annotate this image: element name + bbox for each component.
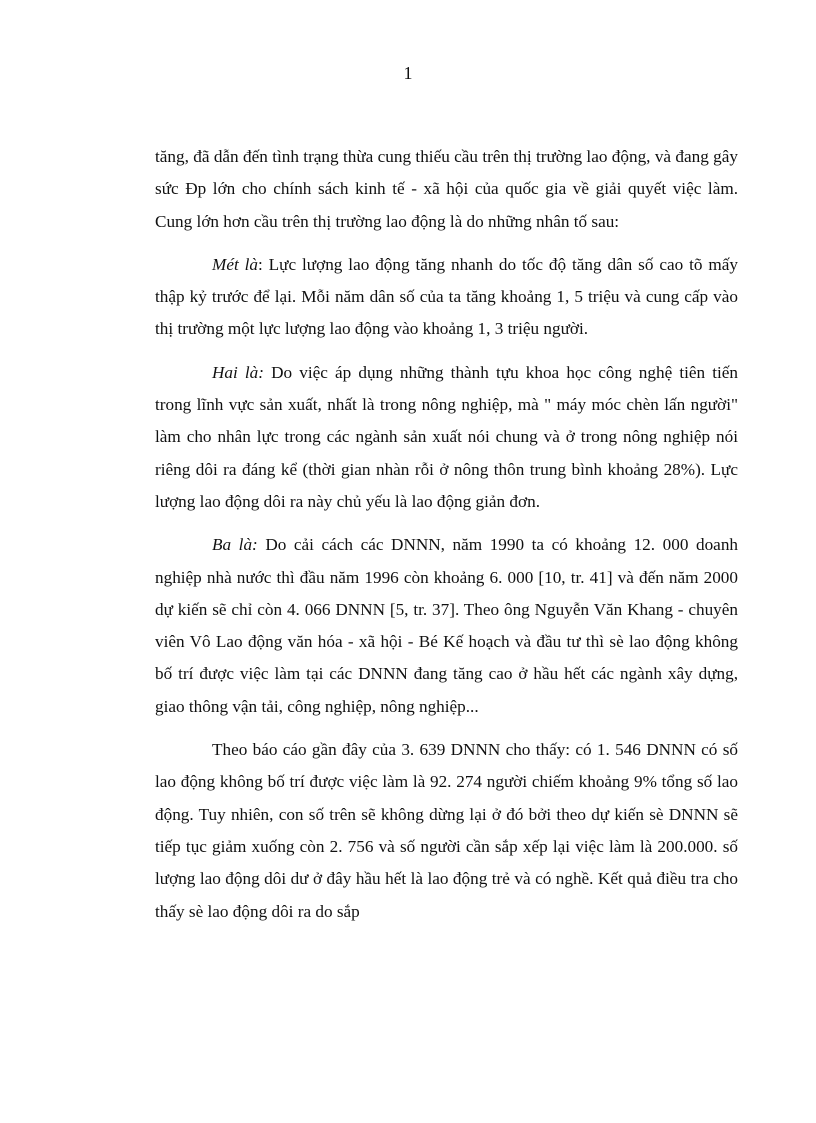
paragraph-bao-cao [155, 734, 738, 928]
page-number: 1 [403, 63, 413, 83]
paragraph-lead: Ba là: [212, 535, 258, 555]
paragraph-mot-la [155, 249, 738, 346]
paragraph-text: Theo báo cáo gần đây của 3. 639 DNNN cho thấy: có 1. 546 DNNN có số lao động không bố trí được việc làm là 92. 274 người chiếm khoảng 9% tổng số lao động. Tuy nhiên, con số trên sẽ không dừng lại ở đó bởi theo dự kiến sè DNNN sẽ tiếp tục giảm xuống còn 2. 756 và số người cần sắp xếp lại việc làm là 200.000. số lượng lao động dôi dư ở đây hầu hết là lao động trẻ và có nghề. Kết quả điều tra cho thấy sè lao động dôi ra do sắp [155, 740, 738, 921]
paragraph-lead: Hai là: [212, 362, 264, 382]
paragraph-hai-la [155, 357, 738, 518]
paragraph-text: Do cải cách các DNNN, năm 1990 ta có khoảng 12. 000 doanh nghiệp nhà nước thì đầu năm 1996 còn khoảng 6. 000 [10, tr. 41] và đến năm 2000 dự kiến sẽ chỉ còn 4. 066 DNNN [5, tr. 37]. Theo ông Nguyễn Văn Khang - chuyên viên Vô Lao động văn hóa - xã hội - Bé Kế hoạch và đầu tư thì sè lao động không bố trí được việc làm tại các DNNN đang tăng cao ở hầu hết các ngành xây dựng, giao thông vận tải, công nghiệp, nông nghiệp... [155, 535, 739, 716]
paragraph-lead: Mét là [212, 254, 258, 274]
paragraph-text: tăng, đã dẫn đến tình trạng thừa cung thiếu cầu trên thị trường lao động, và đang gây sức Ðp lớn cho chính sách kinh tế - xã hội của quốc gia về giải quyết việc làm. Cung lớn hơn cầu trên thị trường lao động là do những nhân tố sau: [155, 147, 738, 231]
document-body [155, 141, 738, 939]
paragraph-ba-la [155, 529, 738, 723]
paragraph-text: : Lực lượng lao động tăng nhanh do tốc độ tăng dân số cao tõ mấy thập kỷ trước để lại. Mỗi năm dân số của ta tăng khoảng 1, 5 triệu và cung cấp vào thị trường một lực lượng lao động vào khoảng 1, 3 triệu người. [155, 254, 738, 339]
paragraph-continuation [155, 141, 738, 238]
paragraph-text: Do việc áp dụng những thành tựu khoa học công nghệ tiên tiến trong lĩnh vực sản xuất, nhất là trong nông nghiệp, mà " máy móc chèn lấn người" làm cho nhân lực trong các ngành sản xuất nói chung và ở trong nông nghiệp nói riêng dôi ra đáng kể (thời gian nhàn rỗi ở nông thôn trung bình khoảng 28%). Lực lượng lao động dôi ra này chủ yếu là lao động giản đơn. [155, 362, 738, 511]
